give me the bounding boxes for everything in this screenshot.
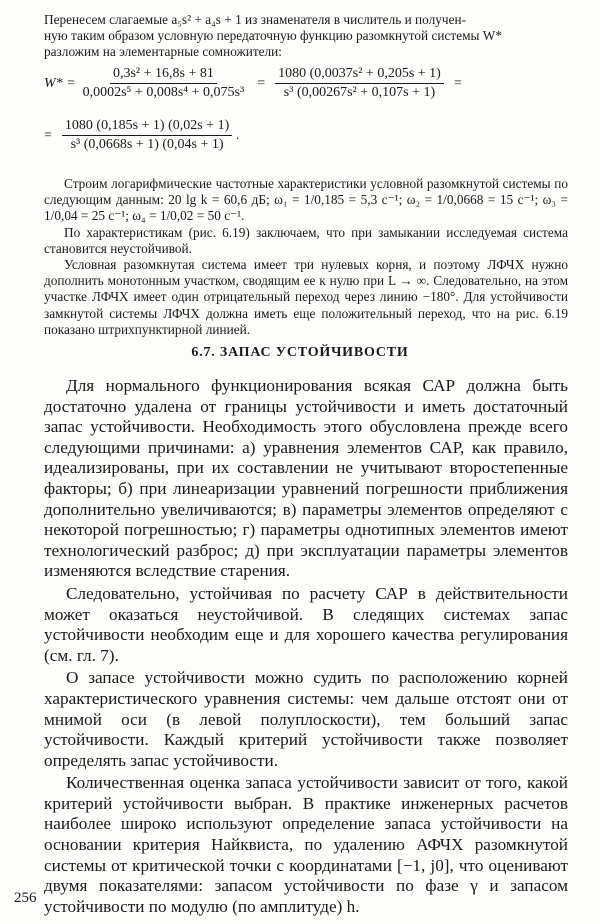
paragraph-frequency-data: Строим логарифмические частотные характеристики условной разомкнутой системы по следующим данным: 20 lg k = 60,6 дБ; ω₁ = 1/0,185 = 5,3 с⁻¹; ω₂ = 1/0,0668 = 15 с⁻¹; ω₃ = 1/0,04 = 25 с⁻¹; ω₄ = 1/0,02 = 50 с⁻¹. <box>44 176 568 224</box>
paragraph-lfchh: Условная разомкнутая система имеет три нулевых корня, и поэтому ЛФЧХ нужно дополнить монотонным участком, сводящим ее к нулю при L → ∞. Следовательно, на этом участке ЛФЧХ имеет один отрицательный переход через линию −180°. Для устойчивости замкнутой системы ЛФЧХ должна иметь еще положительный переход, что на рис. 6.19 показано штрихпунктирной линией. <box>44 257 568 337</box>
page-number: 256 <box>14 890 37 906</box>
equation-lhs: W* = <box>44 75 76 91</box>
equals-sign: = <box>257 75 266 91</box>
fraction-3 <box>62 118 232 153</box>
fraction-2 <box>275 66 444 101</box>
fraction-1 <box>80 66 248 101</box>
small-paragraphs <box>44 176 568 338</box>
intro-line-2: ную таким образом условную передаточную функцию разомкнутой системы W* <box>44 28 502 44</box>
fraction-2-numerator: 1080 (0,0037s² + 0,205s + 1) <box>275 66 444 84</box>
equals-sign-leading: = <box>44 127 52 143</box>
fraction-2-denominator: s³ (0,00267s² + 0,107s + 1) <box>283 85 436 100</box>
fraction-1-denominator: 0,0002s⁵ + 0,008s⁴ + 0,075s³ <box>82 85 245 100</box>
intro-text <box>44 12 568 61</box>
equation-line-2 <box>44 118 568 153</box>
intro-line-1: Перенесем слагаемые a₅s² + a₄s + 1 из знаменателя в числитель и получен- <box>44 12 467 27</box>
paragraph-conclusion: По характеристикам (рис. 6.19) заключаем, что при замыкании исследуемая система становится неустойчивой. <box>44 224 568 256</box>
equation-line-1 <box>44 66 568 101</box>
equals-sign-trailing: = <box>453 75 462 91</box>
paragraph-roots: О запасе устойчивости можно судить по расположению корней характеристического уравнения системы: чем дальше отстоят они от мнимой оси (в левой полуплоскости), тем больший запас устойчивости. Каждый критерий устойчивости также позволяет определять запас устойчивости. <box>44 668 568 770</box>
fraction-3-numerator: 1080 (0,185s + 1) (0,02s + 1) <box>62 118 232 136</box>
main-text <box>44 376 568 919</box>
paragraph-requirements: Для нормального функционирования всякая САР должна быть достаточно удалена от границы устойчивости и иметь достаточный запас устойчивости. Необходимость этого обусловлена прежде всего следующими причинами: а) уравнения элементов САР, как правило, идеализированы, при их составлении не учитывают второстепенные факторы; б) при линеаризации уравнений погрешности приближения дополнительно увеличиваются; в) параметры элементов определяют с некоторой погрешностью; г) параметры однотипных элементов имеют технологический разброс; д) при эксплуатации параметры элементов изменяются вследствие старения. <box>44 376 568 581</box>
paragraph-consequence: Следовательно, устойчивая по расчету САР в действительности может оказаться неустойчивой. В следящих системах запас устойчивости необходим еще и для хорошего качества регулирования (см. гл. 7). <box>44 583 568 665</box>
section-heading: 6.7. ЗАПАС УСТОЙЧИВОСТИ <box>191 345 409 360</box>
fraction-3-denominator: s³ (0,0668s + 1) (0,04s + 1) <box>70 137 224 152</box>
fraction-1-numerator: 0,3s² + 16,8s + 81 <box>110 66 217 84</box>
intro-line-3: разложим на элементарные сомножители: <box>44 44 282 60</box>
equation-end: . <box>236 127 240 143</box>
paragraph-nyquist: Количественная оценка запаса устойчивости зависит от того, какой критерий устойчивости выбран. В практике инженерных расчетов наиболее широко используют определение запаса устойчивости на основании критерия Найквиста, по удалению АФЧХ разомкнутой системы от критической точки с координатами [−1, j0], что оценивают двумя показателями: запасом устойчивости по фазе γ и запасом устойчивости по модулю (по амплитуде) h. <box>44 773 568 916</box>
